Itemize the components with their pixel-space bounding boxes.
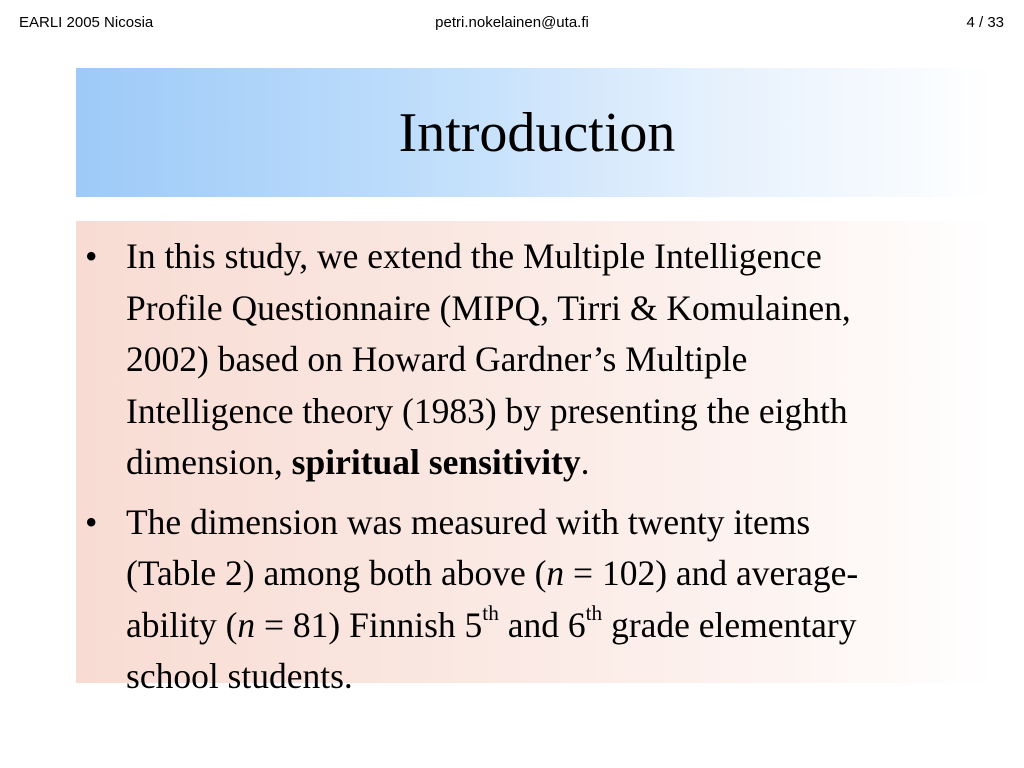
bullet-1-line-2: Profile Questionnaire (MIPQ, Tirri & Komulainen,	[126, 287, 851, 328]
bullet-2-line-2	[126, 548, 1015, 600]
title-band	[76, 68, 994, 197]
bullet-2-line-3	[126, 600, 1015, 652]
bullet-1-line-3: 2002) based on Howard Gardner’s Multiple	[126, 339, 748, 379]
bullet-2-line-3-d: grade elementary	[602, 604, 857, 645]
sample-size-n-average: n	[237, 604, 256, 645]
bullet-1-line-1: In this study, we extend the Multiple Intelligence	[126, 236, 822, 276]
bullet-1-line-5-prefix: dimension,	[126, 442, 292, 482]
bullet-marker: •	[85, 501, 98, 542]
bullet-2-line-3-a: ability (	[126, 604, 238, 645]
bullet-item-2	[85, 497, 1015, 703]
ordinal-suffix-6th: th	[585, 601, 603, 626]
bullet-2-line-2-b: = 102) and average-	[564, 553, 859, 593]
bullet-1-line-4: Intelligence theory (1983) by presenting the eighth	[126, 390, 848, 431]
bullet-item-1	[85, 231, 1015, 489]
slide-title: Introduction	[398, 101, 676, 164]
bullet-marker: •	[85, 236, 98, 276]
bullet-2-line-1: The dimension was measured with twenty items	[126, 501, 811, 542]
bullet-list	[85, 231, 1015, 703]
header-conference: EARLI 2005 Nicosia	[19, 14, 154, 31]
header-email: petri.nokelainen@uta.fi	[435, 14, 589, 31]
bullet-2-line-4: school students.	[126, 656, 353, 696]
bullet-2-line-2-a: (Table 2) among both above (	[126, 553, 547, 593]
bullet-2-line-3-c: and 6	[498, 604, 586, 645]
header-page-number: 4 / 33	[966, 14, 1004, 31]
bullet-2-line-3-b: = 81) Finnish 5	[255, 604, 483, 645]
emphasis-spiritual-sensitivity: spiritual sensitivity	[291, 442, 581, 482]
ordinal-suffix-5th: th	[482, 601, 499, 626]
bullet-1-line-5	[126, 437, 1015, 489]
bullet-1-line-5-suffix: .	[580, 442, 590, 482]
sample-size-n-above: n	[546, 553, 565, 593]
